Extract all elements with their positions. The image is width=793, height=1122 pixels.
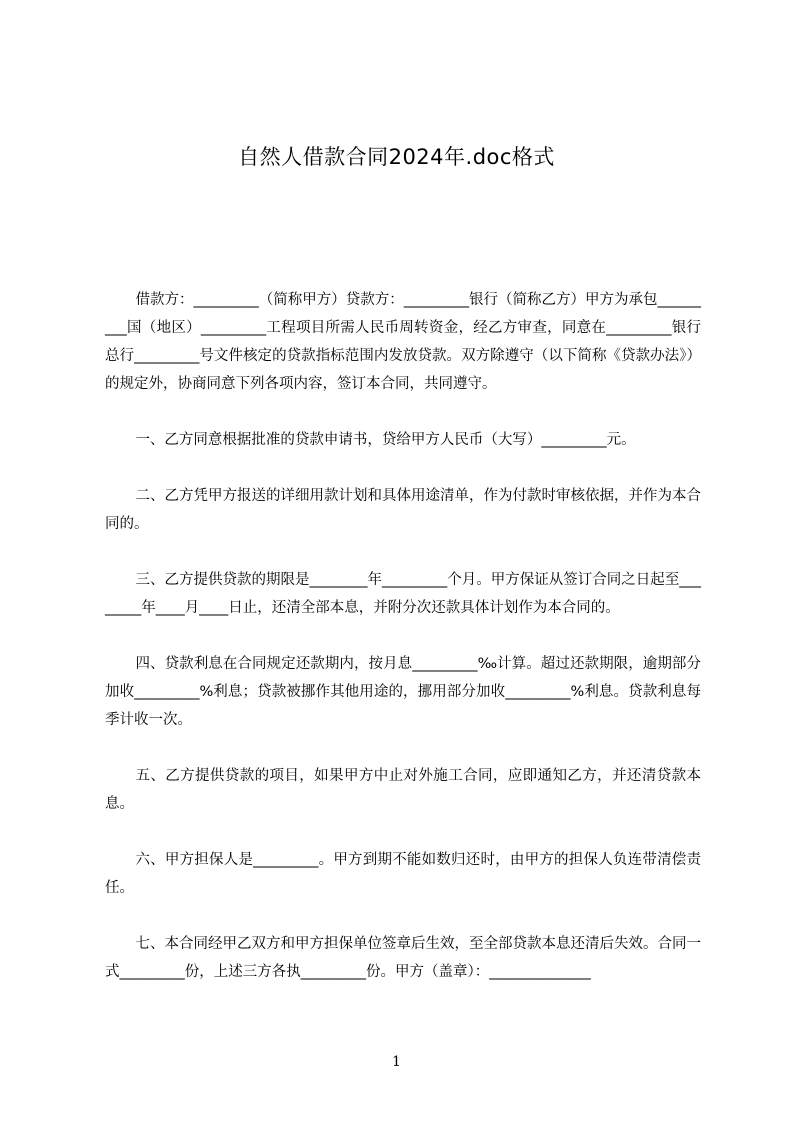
paragraph-clause-7: 七、本合同经甲乙双方和甲方担保单位签章后生效，至全部贷款本息还清后失效。合同一式_________份，上述三方各执_________份。甲方（盖章）：______________ — [105, 936, 701, 980]
document-body — [105, 286, 701, 1014]
page-number: 1 — [392, 1054, 401, 1070]
paragraph-clause-1: 一、乙方同意根据批准的贷款申请书，贷给甲方人民币（大写）_________元。 — [135, 432, 636, 448]
paragraph-clause-5: 五、乙方提供贷款的项目，如果甲方中止对外施工合同，应即通知乙方，并还清贷款本息。 — [105, 768, 701, 812]
paragraph-clause-4: 四、贷款利息在合同规定还款期内，按月息_________‰计算。超过还款期限，逾期部分加收_________%利息；贷款被挪作其他用途的，挪用部分加收_________%利息。贷款利息每季计收一次。 — [105, 656, 701, 728]
paragraph-clause-6: 六、甲方担保人是_________。甲方到期不能如数归还时，由甲方的担保人负连带清偿责任。 — [105, 852, 701, 896]
paragraph-clause-3: 三、乙方提供贷款的期限是________年_________个月。甲方保证从签订合同之日起至________年____月____日止，还清全部本息，并附分次还款具体计划作为本合同的。 — [105, 572, 701, 616]
document-title: 自然人借款合同2024年.doc格式 — [238, 145, 555, 169]
paragraph-preamble: 借款方：_________（简称甲方）贷款方：_________银行（简称乙方）甲方为承包_________国（地区）_________工程项目所需人民币周转资金，经乙方审查，同意在_________银行总行_________号文件核定的贷款指标范围内发放贷款。双方除遵守（以下简称《贷款办法》）的规定外，协商同意下列各项内容，签订本合同，共同遵守。 — [105, 292, 701, 392]
paragraph-clause-2: 二、乙方凭甲方报送的详细用款计划和具体用途清单，作为付款时审核依据，并作为本合同的。 — [105, 488, 701, 532]
